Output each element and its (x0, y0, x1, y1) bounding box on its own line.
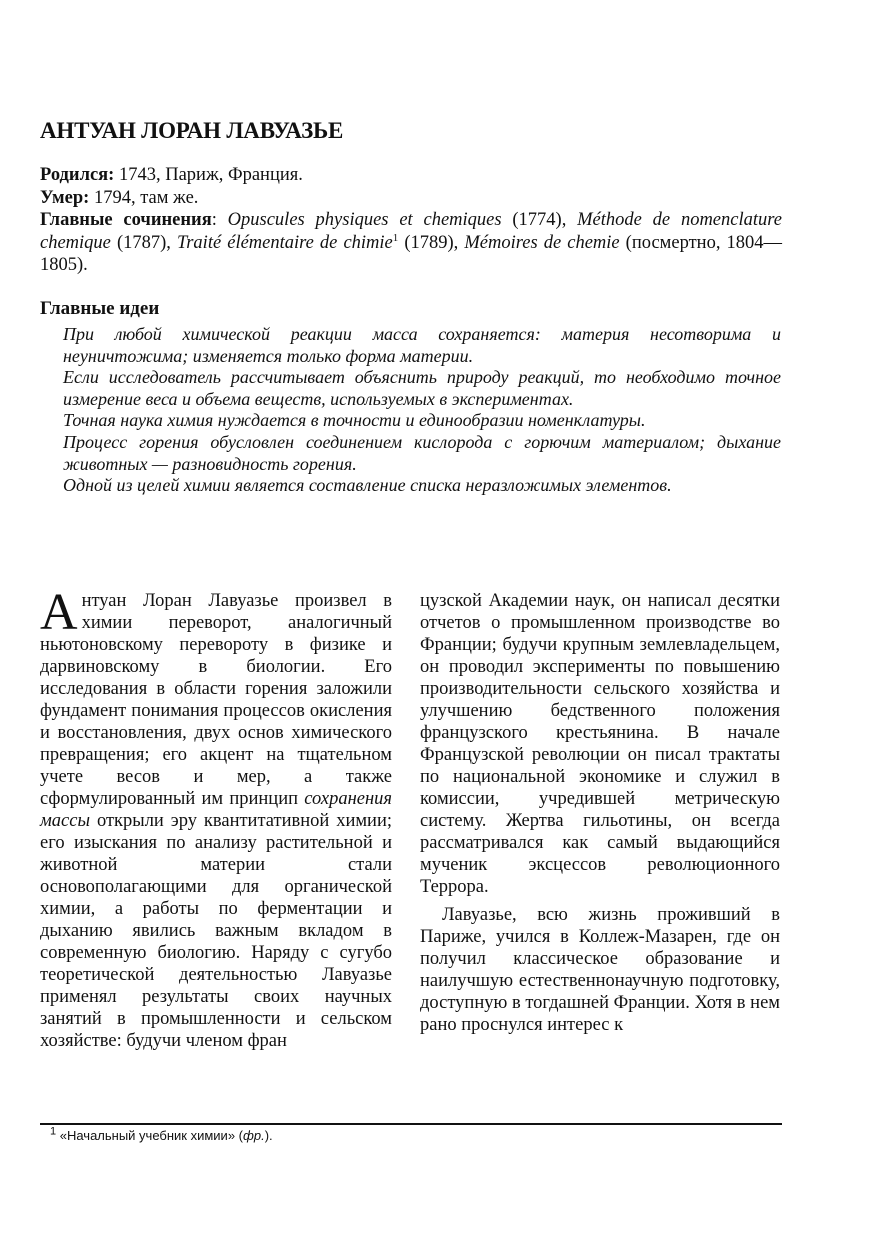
bio-meta (40, 164, 782, 277)
footnote-text: «Начальный учебник химии» ( (56, 1128, 243, 1143)
work-year-4: (посмертно, 1804—1805). (40, 232, 783, 275)
body-text-1b: открыли эру квантитативной химии; его изыскания по анализу растительной и животной материи стали основополагающими для органической химии, а работы по ферментации и дыханию явились важным вкладом в современную биологию. Наряду с сугубо теоретической деятельностью Лавуазье применял результаты своих научных занятий в промышленности и сельском хозяйстве: будучи членом фран (40, 811, 392, 1051)
work-year-3: (1789), (398, 232, 465, 253)
body-column-right (420, 590, 780, 1036)
footnote (50, 1125, 273, 1143)
work-title-1: Opuscules physiques et chemiques (227, 210, 502, 230)
body-column-left (40, 584, 392, 1052)
page-title: АНТУАН ЛОРАН ЛАВУАЗЬЕ (40, 118, 344, 143)
work-year-1: (1774), (501, 210, 578, 230)
footnote-end: ). (264, 1128, 273, 1143)
born-line (40, 164, 782, 187)
body-paragraph-1-cont: цузской Академии наук, он написал десятки отчетов о промышленном производстве во Франции; будучи крупным землевладельцем, он проводил эксперименты по повышению производительности сельского хозяйства и улучшению бедственного положения французского крестьянина. В начале Французской революции он писал трактаты по национальной экономике и служил в комиссии, учредившей метрическую систему. Жертва гильотины, он всегда рассматривался как самый выдающийся мученик эксцессов революционного Террора. (420, 591, 780, 897)
died-label: Умер: (40, 187, 90, 208)
footnote-divider (40, 1123, 782, 1125)
drop-cap: А (40, 584, 78, 641)
works-label: Главные сочинения (40, 210, 212, 230)
footnote-mark: 1 (50, 1125, 57, 1138)
main-ideas-heading: Главные идеи (40, 298, 160, 319)
works-colon: : (211, 210, 228, 230)
main-ideas-list (63, 324, 781, 497)
idea-item: Точная наука химия нуждается в точности и единообразии номенклатуры. (63, 410, 646, 431)
work-title-2: Méthode de nomenclature chemique (40, 210, 782, 253)
footnote-italic: фр. (243, 1128, 265, 1143)
born-value: 1743, Париж, Франция. (114, 165, 303, 185)
body-italic-term: сохранения массы (40, 789, 392, 831)
idea-item: Одной из целей химии является составление списка неразложимых элементов. (63, 475, 672, 496)
died-value: 1794, там же. (89, 187, 199, 208)
work-year-2: (1787), (110, 232, 177, 253)
body-paragraph-1 (40, 584, 392, 1052)
work-title-3: Traité élémentaire de chimie (176, 232, 393, 253)
died-line (40, 187, 782, 210)
idea-item: Процесс горения обусловлен соединением кислорода с горючим материалом; дыхание животных — разновидность горения. (63, 431, 781, 474)
body-text-1a: нтуан Лоран Лавуазье произвел в химии переворот, аналогичный ньютоновскому перевороту в физике и дарвиновскому в биологии. Его исследования в области горения заложили фундамент понимания процессов окисления и восстановления, двух основ химического превращения; его акцент на тщательном учете весов и мер, а также сформулированный им принцип (40, 591, 392, 809)
born-label: Родился: (40, 165, 115, 185)
work-title-4: Mémoires de chemie (464, 232, 620, 253)
body-paragraph-2: Лавуазье, всю жизнь проживший в Париже, учился в Коллеж-Мазарен, где он получил классическое образование и наилучшую естественнонаучную подготовку, доступную в тогдашней Франции. Хотя в нем рано проснулся интерес к (420, 905, 780, 1035)
idea-item: При любой химической реакции масса сохраняется: материя несотворима и неуничтожима; изменяется только форма материи. (63, 324, 781, 366)
idea-item: Если исследователь рассчитывает объяснить природу реакций, то необходимо точное измерение веса и объема веществ, используемых в экспериментах. (63, 367, 781, 409)
footnote-ref: 1 (392, 231, 399, 244)
works-line (40, 209, 782, 277)
